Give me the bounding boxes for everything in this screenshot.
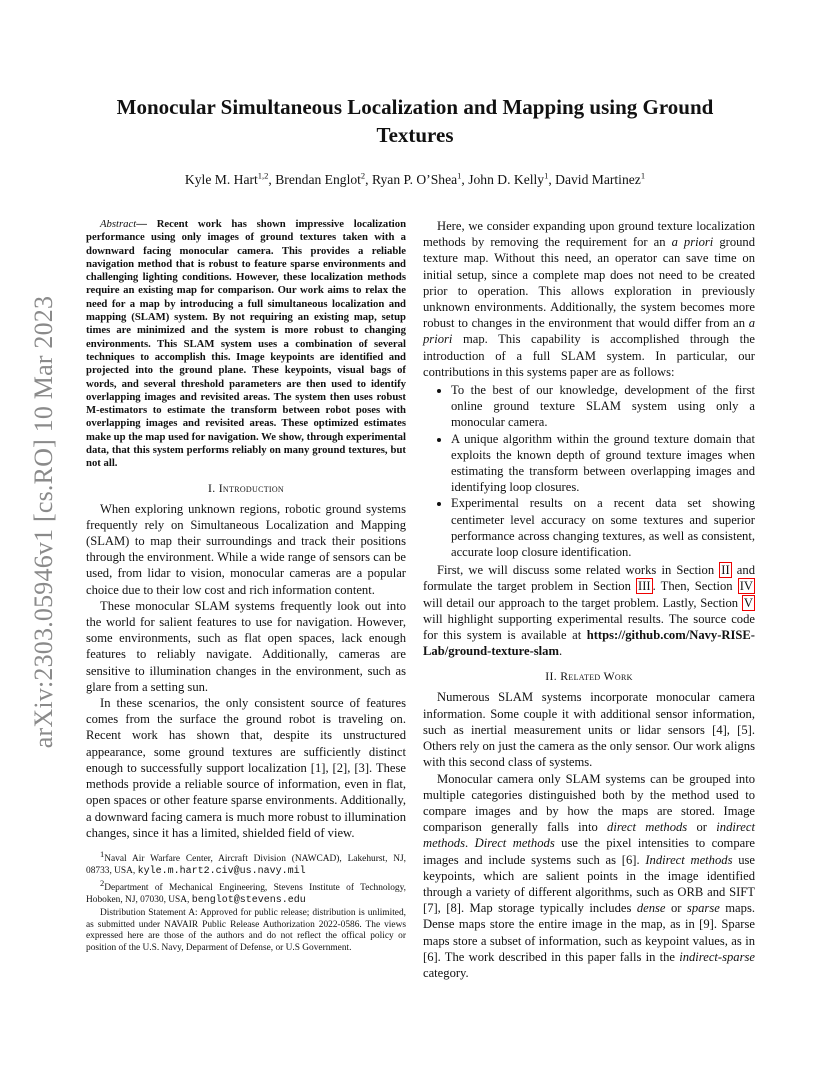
text-run: use keypoints, which are salient points in the image identified through a variety of different algorithms, such as ORB and SIFT [7], [8]. Map storage typically includes [423,852,755,916]
text-run: and formulate the target problem in Section [423,563,755,594]
text-run: Indirect methods [645,852,733,867]
author-name: Brendan Englot [275,172,361,187]
text-run: will highlight supporting experimental results. The source code for this system is available at [423,611,755,643]
section-title: Introduction [218,480,285,495]
intro-paragraph: When exploring unknown regions, robotic ground systems frequently rely on Simultaneous Localization and Mapping (SLAM) to map their surroundings and track their positions through the environment. While a wide range of sensors can be used, from lidar to vision, monocular cameras are a popular choice due to their low cost and rich information content. [86,501,406,597]
text-run: will detail our approach to the target problem. Lastly, Section [423,595,742,610]
text-run: Here, we consider expanding upon ground texture localization methods by removing the requirement for an [423,219,755,250]
section-link-v[interactable]: V [743,595,753,610]
text-run: direct methods [607,820,688,835]
text-run: a priori [423,316,755,347]
arxiv-stamp-text: arXiv:2303.05946v1 [cs.RO] 10 Mar 2023 [29,295,58,748]
section-number: II. [545,669,557,684]
footnote-mark: 1 [100,848,105,859]
intro-paragraph: In these scenarios, the only consistent source of features comes from the surface the ground robot is traveling on. Recent work has shown that, despite its unstructured appearance, some ground textures are sufficiently distinct enough to successfully support localization [1], [2], [3]. These methods provide a reliable source of information, even in flat, open spaces or other feature sparse environments. Additionally, a downward facing camera is much more robust to illumination changes, since it has a limited, shielded field of view. [86,696,407,840]
text-run: use the pixel intensities to compare images and include systems such as [6]. [423,836,756,867]
text-run: . [464,836,475,851]
abstract-label: Abstract [100,218,137,230]
text-run: indirect methods [423,820,755,851]
author-list: Kyle M. Hart$^{1,2}$, Brendan Englot$^2$, Ryan P. O’Shea$^1$, John D. Kelly$^1$, David Martinez$^1$ [184,170,646,187]
footnote-1 [86,849,406,878]
text-run: map. This capability is accomplished through the introduction of a full SLAM system. In particular, our contributions in this systems paper are as follows: [423,332,755,379]
text-run: maps. Dense maps store the entire image in the map, as in [9]. Sparse maps store a subset of information, such as keypoint values, as in [6]. The work described in this paper falls in the [423,901,755,964]
footnote-2 [86,878,406,907]
footnote-email: benglot@stevens.edu [191,895,306,907]
text-run: category. [423,965,469,980]
text-run: First, we will discuss some related works in Section [437,563,720,578]
author-affiliation: 1 [640,170,646,181]
text-run: or [665,901,687,916]
left-column [86,218,406,956]
footnote-text: Naval Air Warfare Center, Aircraft Division (NAWCAD), Lakehurst, NJ, 08733, USA, [86,854,406,876]
right-column [423,218,755,981]
contribution-list [423,382,755,560]
footnote-text: Department of Mechanical Engineering, Stevens Institute of Technology, Hoboken, NJ, 07030, USA, [86,883,406,906]
section-link-ii[interactable]: II [721,563,730,578]
abstract [86,218,406,471]
contribution-item: • A unique algorithm within the ground texture domain that exploits the known depth of ground texture images when estimating the transform between overlapping images and identifying loop closures. [451,431,755,496]
footnote-email: kyle.m.hart2.civ@us.navy.mil [137,865,306,877]
text-run: a priori [671,235,714,250]
abstract-dash: — [136,218,157,230]
text-run: indirect-sparse [679,949,755,964]
text-run: sparse [686,901,720,916]
source-code-url[interactable]: https://github.com/Navy-RISE-Lab/ground-texture-slam [423,628,755,659]
text-run: . [558,644,563,659]
text-run: Direct methods [474,836,555,851]
abstract-text: Recent work has shown impressive localization performance using only images of ground textures taken with a downward facing monocular camera. This provides a reliable navigation method that is robust to feature sparse environments and challenging lighting conditions. However, these localization methods require an existing map for comparison. Our work aims to relax the need for a map by introducing a full simultaneous localization and mapping (SLAM) system. By not requiring an existing map, setup times are minimized and the system is more robust to changing environments. This SLAM system uses a combination of several techniques to accomplish this. Image keypoints are identified and projected into the ground plane. These keypoints, visual bags of words, and several threshold parameters are then used to identify overlapping images and revisited areas. The system then uses robust M-estimators to estimate the transform between robot poses with overlapping images and revisited areas. These optimized estimates make up the map used for navigation. We show, through experimental data, that this system performs reliably on many ground textures, but not all. [86,218,407,470]
section-heading-related-work [423,669,755,683]
text-run: ground texture map. Without this need, an operator can save time on initial setup, since a complete map does not need to be created prior to operation. This allows exploration in previously unknown environments. Additionally, the system becomes more robust to changes in the environment that would differ from an [423,235,756,331]
text-run: dense [636,901,666,916]
section-title: Related Work [560,669,633,684]
related-work-paragraph: Numerous SLAM systems incorporate monocular camera information. Some couple it with additional sensor information, such as inertial measurement units or lidar sensors [4], [5]. Others rely on just the camera as the only sensor. Our work aligns with this second class of systems. [423,690,755,770]
text-run: or [687,820,717,835]
author-affiliation: 2 [360,170,366,181]
contribution-item: • Experimental results on a recent data set showing centimeter level accuracy on some textures and superior performance across changing textures, as well as consistent, accurate loop closure identification. [451,495,755,560]
section-number: I. [207,480,216,495]
paper-title: Monocular Simultaneous Localization and Mapping using Ground Textures [116,95,714,147]
section-link-iv[interactable]: IV [739,579,753,594]
text-run: Monocular camera only SLAM systems can be grouped into multiple categories distinguished both by the method used to compare images and by how the maps are stored. Image comparison generally falls into [423,771,755,835]
section-heading-introduction [86,481,406,495]
contribution-item: • To the best of our knowledge, development of the first online ground texture SLAM system using only a monocular camera. [451,382,755,431]
intro-paragraph [423,562,755,659]
section-link-iii[interactable]: III [638,579,651,594]
intro-paragraph [423,218,755,380]
intro-paragraph: These monocular SLAM systems frequently look out into the world for salient features to use for navigation. However, some environments, such as flat open spaces, lack enough features to reliably navigate. Additionally, cameras are sensitive to illumination changes in the environment, such as glare from a setting sun. [86,598,406,694]
footnotes [86,849,406,955]
author-name: John D. Kelly [468,172,545,187]
related-work-paragraph [423,771,755,982]
author-affiliation: 1 [457,170,462,181]
author-affiliation: 1,2 [257,170,269,181]
author-name: David Martinez [555,172,641,187]
author-affiliation: 1 [544,170,549,181]
text-run: . Then, Section [652,579,738,594]
arxiv-stamp [22,284,66,759]
author-name: Ryan P. O’Shea [371,172,458,187]
distribution-statement: Distribution Statement A: Approved for public release; distribution is unlimited, as submitted under NAVAIR Public Release Authorization 2022-0586. The views expressed here are those of the authors and do not reflect the offical policy or position of the U.S. Navy, Deparment of Defense, or U.S Government. [86,907,406,954]
footnote-mark: 2 [100,878,105,889]
author-name: Kyle M. Hart [184,172,258,187]
